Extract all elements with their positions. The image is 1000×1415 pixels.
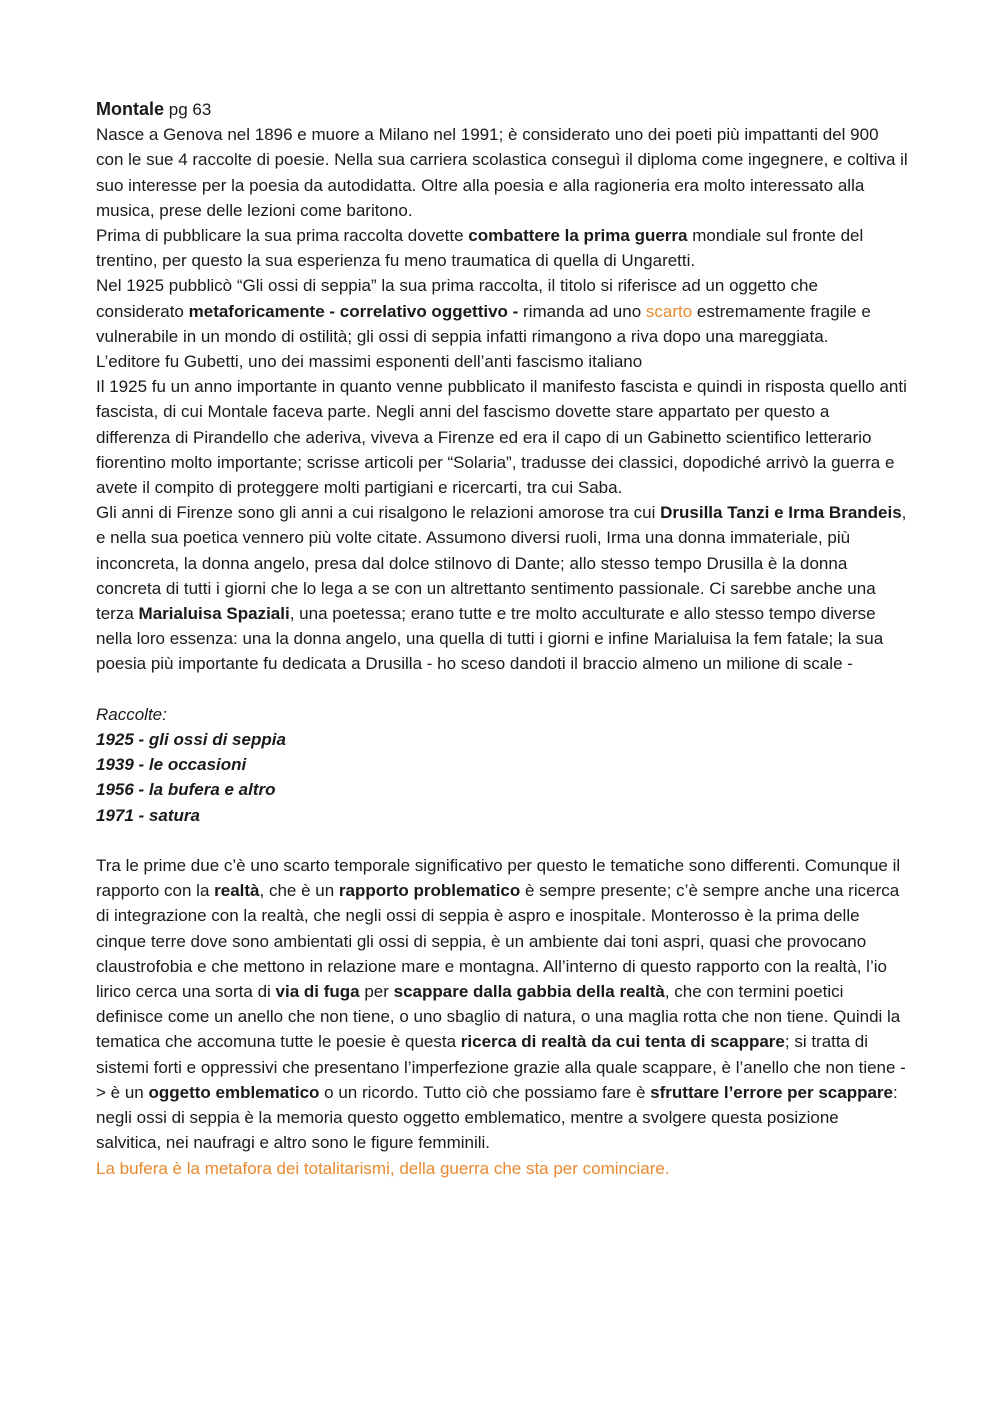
paragraph-text: Gli anni di Firenze sono gli anni a cui risalgono le relazioni amorose tra cui bbox=[96, 503, 661, 523]
bold-phrase: sfruttare l’errore per scappare bbox=[650, 1082, 894, 1102]
paragraph-text: mondiale sul fronte del trentino, per questo la sua esperienza fu meno traumatica di quella di Ungaretti. bbox=[96, 226, 864, 271]
document-title: Montale bbox=[96, 99, 165, 119]
paragraph-text: per bbox=[359, 982, 394, 1002]
paragraph-text: , e nella sua poetica vennero più volte citate. Assumono diversi ruoli, Irma una donna immateriale, più inconcreta, la donna angelo, presa dal dolce stilnovo di Dante; allo stesso tempo Drusilla è la donna concreta di tutti i giorni che lo lega a se con un altrettanto sentimento passionale. Ci sarebbe anche una terza bbox=[96, 503, 907, 624]
paragraph-text: o un ricordo. Tutto ciò che possiamo fare è bbox=[319, 1082, 651, 1102]
paragraph-text: Nel 1925 pubblicò “Gli ossi di seppia” la sua prima raccolta, il titolo si riferisce ad un oggetto che considerato bbox=[96, 276, 818, 321]
bold-phrase: via di fuga bbox=[275, 982, 360, 1002]
bold-phrase: combattere la prima guerra bbox=[468, 226, 688, 246]
paragraph-text: , che è un bbox=[259, 881, 339, 901]
paragraph-biography bbox=[96, 122, 908, 223]
paragraph-text: Nasce a Genova nel 1896 e muore a Milano nel 1991; è considerato uno dei poeti più impattanti del 900 con le sue 4 raccolte di poesie. Nella sua carriera scolastica conseguì il diploma come ingegnere, e coltiva il suo interesse per la poesia da autodidatta. Oltre alla poesia e alla ragioneria era molto interessato alla musica, prese delle lezioni come baritono. bbox=[96, 125, 908, 220]
paragraph-text: ; si tratta di sistemi forti e oppressivi che presentano l’imperfezione grazie alla quale scappare, è l’anello che non tiene -> è un bbox=[96, 1032, 906, 1102]
paragraph-ossi bbox=[96, 273, 908, 349]
spacer bbox=[96, 677, 908, 702]
collections-label: Raccolte: bbox=[96, 704, 167, 724]
paragraph-fascism bbox=[96, 374, 908, 500]
bold-phrase: scappare dalla gabbia della realtà bbox=[393, 982, 665, 1002]
bold-phrase: Drusilla Tanzi e Irma Brandeis bbox=[660, 503, 902, 523]
page-reference: pg 63 bbox=[168, 100, 212, 119]
paragraph-editor bbox=[96, 349, 908, 374]
bold-phrase: metaforicamente - correlativo oggettivo - bbox=[188, 301, 519, 321]
collection-item: 1925 - gli ossi di seppia bbox=[96, 730, 286, 750]
paragraph-text: Tra le prime due c’è uno scarto temporale significativo per questo le tematiche sono differenti. Comunque il rapporto con la bbox=[96, 856, 901, 901]
paragraph-text: L’editore fu Gubetti, uno dei massimi esponenti dell’anti fascismo italiano bbox=[96, 352, 643, 372]
bold-phrase: ricerca di realtà da cui tenta di scappare bbox=[460, 1032, 785, 1052]
spacer bbox=[96, 828, 908, 853]
highlighted-sentence: La bufera è la metafora dei totalitarismi, della guerra che sta per cominciare. bbox=[96, 1158, 670, 1178]
paragraph-text: , che con termini poetici definisce come un anello che non tiene, o uno sbaglio di natura, o una maglia rotta che non tiene. Quindi la tematica che accomuna tutte le poesie è questa bbox=[96, 982, 901, 1052]
paragraph-text: rimanda ad uno bbox=[518, 301, 646, 321]
bold-phrase: realtà bbox=[214, 881, 260, 901]
bold-phrase: oggetto emblematico bbox=[148, 1082, 320, 1102]
bold-phrase: rapporto problematico bbox=[338, 881, 521, 901]
paragraph-text: estremamente fragile e vulnerabile in un mondo di ostilità; gli ossi di seppia infatti rimangono a riva dopo una mareggiata. bbox=[96, 301, 871, 346]
paragraph-text: , una poetessa; erano tutte e tre molto acculturate e allo stesso tempo diverse nella loro essenza: una la donna angelo, una quella di tutti i giorni e infine Marialuisa la fem fatale; la sua poesia più importante fu dedicata a Drusilla - ho sceso dandoti il braccio almeno un milione di scale - bbox=[96, 604, 884, 674]
collection-item: 1939 - le occasioni bbox=[96, 755, 247, 775]
paragraph-themes bbox=[96, 853, 908, 1155]
paragraph-text: Prima di pubblicare la sua prima raccolta dovette bbox=[96, 226, 469, 246]
bold-phrase: Marialuisa Spaziali bbox=[138, 604, 290, 624]
highlighted-word: scarto bbox=[645, 301, 693, 321]
paragraph-text: è sempre presente; c’è sempre anche una ricerca di integrazione con la realtà, che negli ossi di seppia è aspro e inospitale. Monterosso è la prima delle cinque terre dove sono ambientati gli ossi di seppia, è un ambiente dai toni aspri, quasi che provocano claustrofobia e che mettono in relazione mare e montagna. All’interno di questo rapporto con la realtà, l’io lirico cerca una sorta di bbox=[96, 881, 900, 1002]
paragraph-text: : negli ossi di seppia è la memoria questo oggetto emblematico, mentre a svolgere questa posizione salvitica, nei naufragi e altro sono le figure femminili. bbox=[96, 1082, 898, 1153]
paragraph-relationships bbox=[96, 500, 908, 676]
paragraph-text: Il 1925 fu un anno importante in quanto venne pubblicato il manifesto fascista e quindi in risposta quello anti fascista, di cui Montale faceva parte. Negli anni del fascismo dovette stare appartato per questo a differenza di Pirandello che aderiva, viveva a Firenze ed era il capo di un Gabinetto scientifico letterario fiorentino molto importante; scrisse articoli per “Solaria”, tradusse dei classici, dopodiché arrivò la guerra e avete il compito di proteggere molti partigiani e ricercarti, tra cui Saba. bbox=[96, 377, 907, 498]
paragraph-war bbox=[96, 223, 908, 273]
document-page bbox=[96, 97, 908, 1181]
heading bbox=[96, 97, 908, 122]
collection-item: 1956 - la bufera e altro bbox=[96, 780, 276, 800]
collection-item: 1971 - satura bbox=[96, 805, 200, 825]
